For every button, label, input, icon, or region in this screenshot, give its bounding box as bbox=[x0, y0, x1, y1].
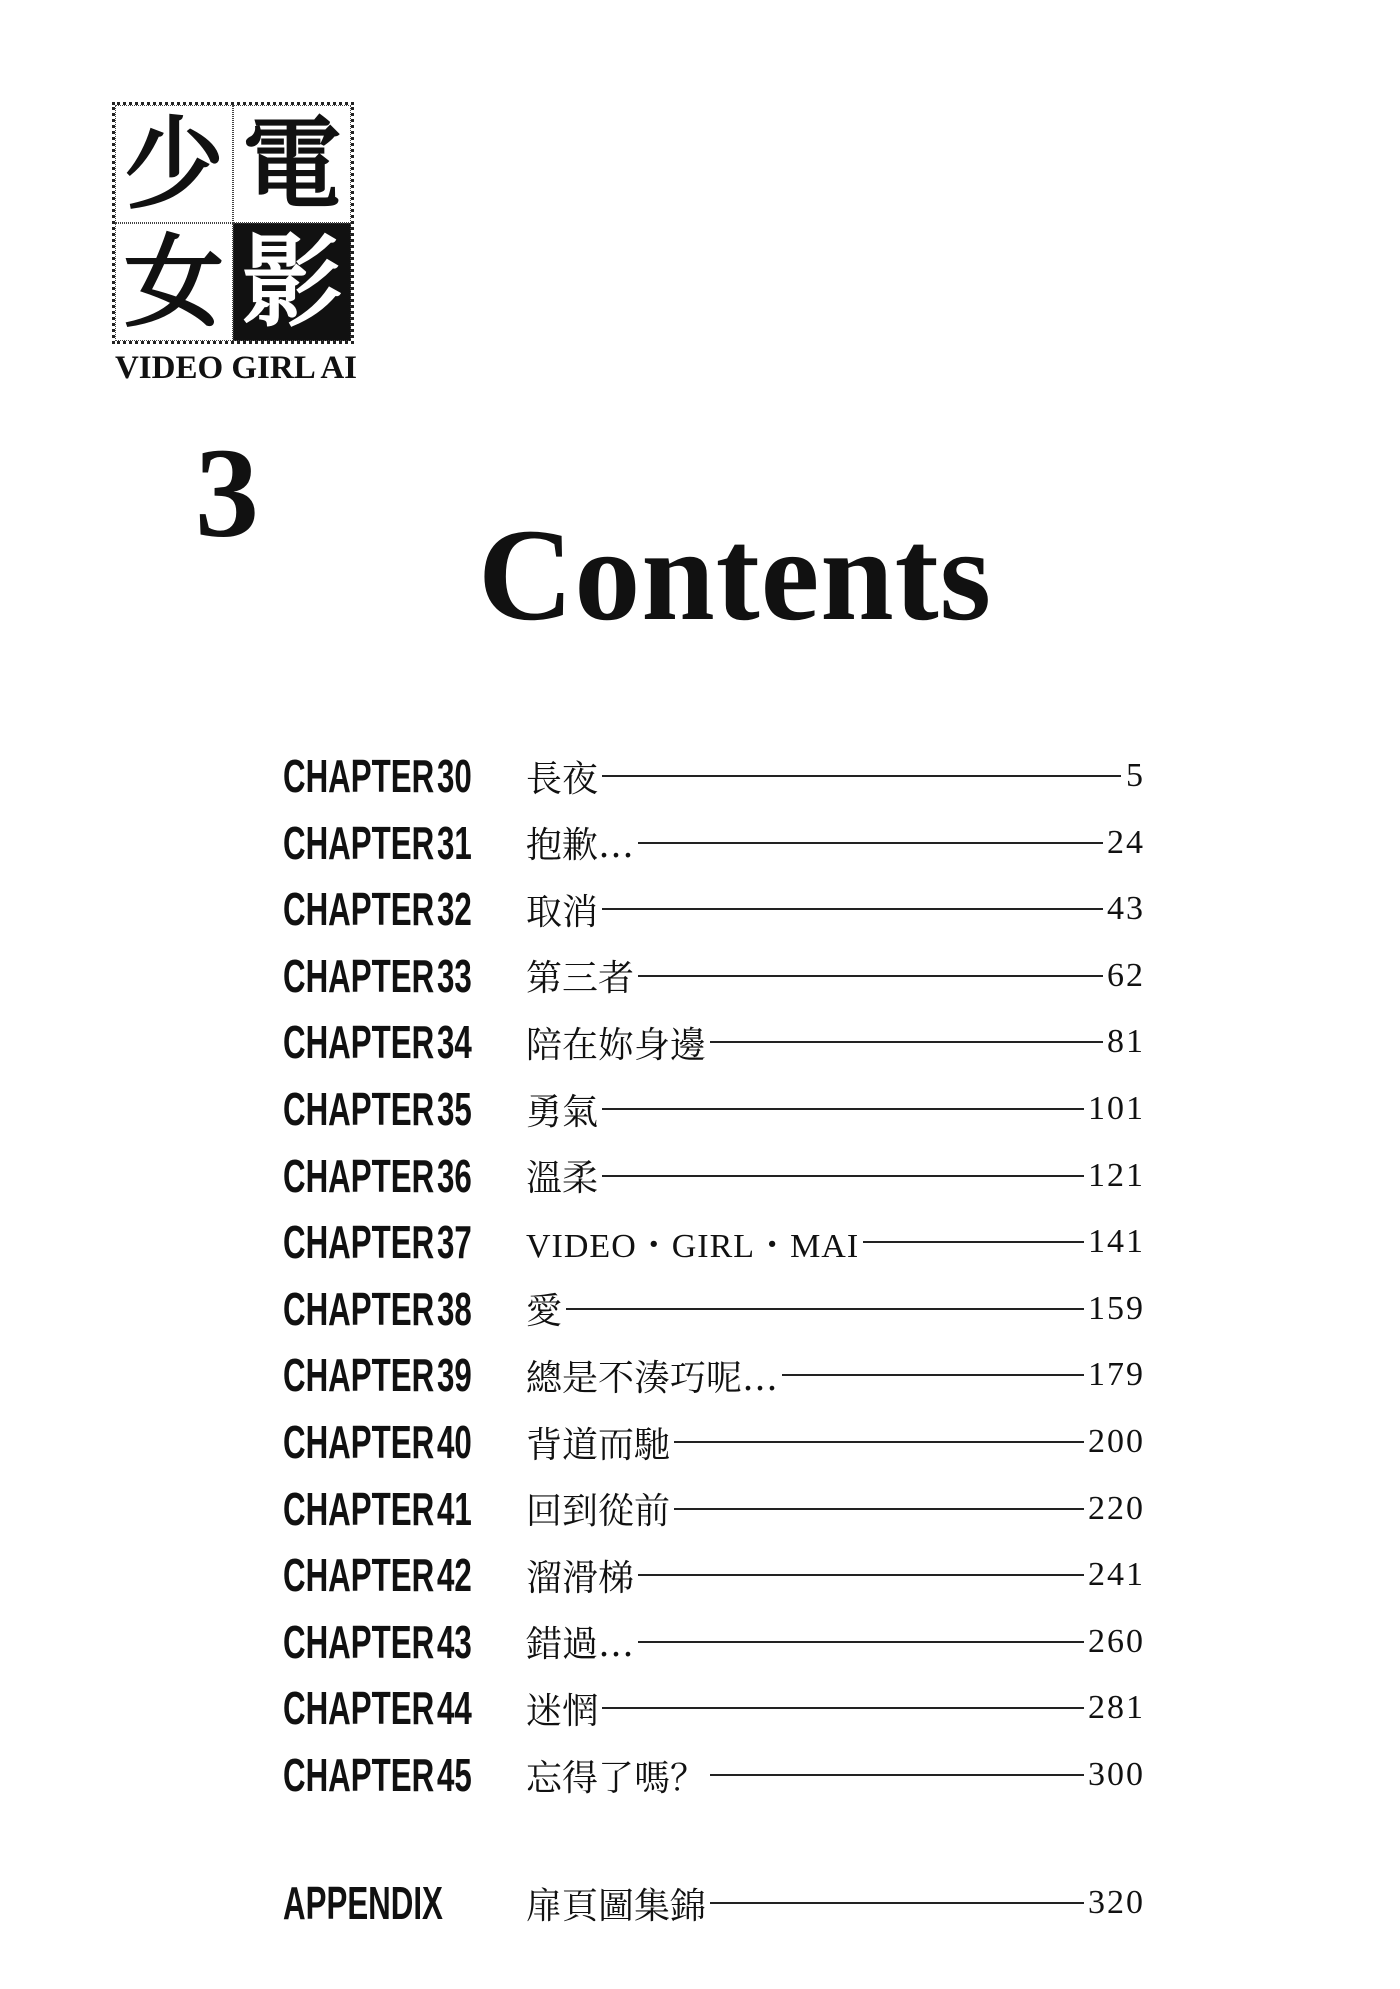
chapter-number: 40 bbox=[437, 1416, 472, 1468]
chapter-number: 36 bbox=[437, 1149, 472, 1202]
page-number: 281 bbox=[1088, 1689, 1145, 1727]
leader-line bbox=[674, 1508, 1084, 1510]
chapter-word: CHAPTER bbox=[283, 1083, 435, 1135]
chapter-number: 34 bbox=[437, 1016, 472, 1069]
volume-number: 3 bbox=[195, 422, 259, 564]
chapter-word: CHAPTER bbox=[283, 1416, 435, 1468]
logo-char: 少 bbox=[115, 105, 233, 223]
page-number: 241 bbox=[1088, 1556, 1145, 1594]
chapter-word: CHAPTER bbox=[283, 1682, 435, 1735]
toc-entry bbox=[283, 946, 1145, 1006]
chapter-title: 迷惘 bbox=[526, 1690, 599, 1732]
page-number: 200 bbox=[1088, 1423, 1145, 1460]
chapter-title: 長夜 bbox=[526, 758, 599, 800]
page-number: 43 bbox=[1107, 890, 1145, 928]
chapter-word: CHAPTER bbox=[283, 750, 435, 802]
leader-line bbox=[602, 1108, 1084, 1110]
chapter-label bbox=[283, 1681, 472, 1735]
chapter-word: CHAPTER bbox=[283, 1016, 435, 1069]
chapter-title: 溜滑梯 bbox=[526, 1557, 635, 1599]
chapter-title: 背道而馳 bbox=[526, 1424, 671, 1466]
logo-char: 女 bbox=[115, 223, 233, 341]
chapter-word: CHAPTER bbox=[283, 1216, 435, 1269]
chapter-label bbox=[283, 882, 472, 936]
toc-entry bbox=[283, 1479, 1145, 1539]
leader-line bbox=[782, 1374, 1084, 1376]
chapter-label bbox=[283, 1548, 472, 1602]
chapter-word: CHAPTER bbox=[283, 1149, 435, 1202]
leader-line bbox=[602, 1707, 1084, 1709]
chapter-title: 忘得了嗎？ bbox=[526, 1757, 707, 1799]
chapter-number: 45 bbox=[437, 1749, 472, 1801]
chapter-title: 錯過… bbox=[526, 1624, 635, 1666]
chapter-number: 41 bbox=[437, 1482, 472, 1535]
chapter-title: 抱歉… bbox=[526, 825, 635, 867]
chapter-label bbox=[283, 1082, 472, 1136]
page-number: 260 bbox=[1088, 1622, 1145, 1660]
leader-line bbox=[566, 1308, 1084, 1310]
chapter-label bbox=[283, 816, 472, 870]
toc-entry bbox=[283, 813, 1145, 873]
page-number: 101 bbox=[1088, 1090, 1145, 1127]
chapter-word: CHAPTER bbox=[283, 1615, 435, 1668]
page-title: Contents bbox=[478, 501, 993, 648]
chapter-title: 愛 bbox=[526, 1291, 563, 1333]
page-number: 320 bbox=[1088, 1884, 1145, 1921]
toc-entry bbox=[283, 1212, 1145, 1272]
chapter-number: 32 bbox=[437, 883, 472, 936]
chapter-number: 33 bbox=[437, 949, 472, 1002]
toc-entry bbox=[283, 1345, 1145, 1405]
chapter-label bbox=[283, 1348, 472, 1402]
chapter-number: 39 bbox=[437, 1349, 472, 1402]
logo-char: 電 bbox=[233, 105, 351, 223]
toc-entry bbox=[283, 1146, 1145, 1206]
page-number: 141 bbox=[1088, 1223, 1145, 1261]
chapter-title: 第三者 bbox=[526, 958, 635, 1000]
chapter-word: CHAPTER bbox=[283, 949, 435, 1002]
leader-line bbox=[674, 1441, 1084, 1443]
chapter-label bbox=[283, 749, 472, 803]
chapter-label bbox=[283, 1015, 472, 1069]
leader-line bbox=[710, 1902, 1084, 1904]
chapter-word: CHAPTER bbox=[283, 1482, 435, 1535]
chapter-word: CHAPTER bbox=[283, 816, 435, 869]
chapter-number: 42 bbox=[437, 1549, 472, 1602]
leader-line bbox=[602, 908, 1103, 910]
chapter-label bbox=[283, 1149, 472, 1203]
chapter-label bbox=[283, 1748, 472, 1802]
chapter-label bbox=[283, 1876, 443, 1930]
leader-line bbox=[602, 1175, 1084, 1177]
chapter-title: 溫柔 bbox=[526, 1158, 599, 1200]
toc-entry bbox=[283, 1745, 1145, 1805]
chapter-word: CHAPTER bbox=[283, 1549, 435, 1602]
chapter-title: 陪在妳身邊 bbox=[526, 1024, 707, 1066]
chapter-title: 總是不湊巧呢… bbox=[526, 1357, 779, 1399]
chapter-label bbox=[283, 1215, 472, 1269]
leader-line bbox=[710, 1041, 1103, 1043]
page-number: 220 bbox=[1088, 1489, 1145, 1527]
leader-line bbox=[638, 975, 1103, 977]
chapter-label bbox=[283, 1482, 472, 1536]
chapter-number: 38 bbox=[437, 1282, 472, 1335]
page-number: 121 bbox=[1088, 1156, 1145, 1194]
chapter-word: CHAPTER bbox=[283, 1749, 435, 1801]
chapter-number: 44 bbox=[437, 1682, 472, 1735]
page-number: 24 bbox=[1107, 823, 1145, 861]
chapter-label bbox=[283, 949, 472, 1003]
page-number: 62 bbox=[1107, 956, 1145, 994]
leader-line bbox=[602, 775, 1121, 777]
page-number: 81 bbox=[1107, 1023, 1145, 1061]
chapter-title: VIDEO・GIRL・MAI bbox=[526, 1227, 860, 1265]
chapter-number: 31 bbox=[437, 816, 472, 869]
toc-entry bbox=[283, 1012, 1145, 1072]
toc-entry bbox=[283, 1612, 1145, 1672]
page-number: 159 bbox=[1088, 1289, 1145, 1327]
chapter-word: APPENDIX bbox=[283, 1877, 443, 1929]
chapter-title: 回到從前 bbox=[526, 1491, 671, 1533]
toc-entry bbox=[283, 1279, 1145, 1339]
chapter-word: CHAPTER bbox=[283, 1282, 435, 1335]
chapter-number: 30 bbox=[437, 750, 472, 802]
chapter-word: CHAPTER bbox=[283, 883, 435, 936]
leader-line bbox=[710, 1774, 1084, 1776]
toc-entry bbox=[283, 1412, 1145, 1472]
chapter-label bbox=[283, 1415, 472, 1469]
chapter-number: 37 bbox=[437, 1216, 472, 1269]
toc-entry bbox=[283, 1079, 1145, 1139]
chapter-number: 35 bbox=[437, 1083, 472, 1135]
toc-entry bbox=[283, 879, 1145, 939]
page-number: 5 bbox=[1126, 757, 1145, 794]
chapter-word: CHAPTER bbox=[283, 1349, 435, 1402]
chapter-label bbox=[283, 1282, 472, 1336]
leader-line bbox=[863, 1241, 1084, 1243]
leader-line bbox=[638, 842, 1103, 844]
toc-entry bbox=[283, 1873, 1145, 1933]
page-number: 179 bbox=[1088, 1356, 1145, 1394]
logo-char: 影 bbox=[233, 223, 351, 341]
series-logo bbox=[112, 102, 354, 344]
logo-english-title: VIDEO GIRL AI bbox=[114, 350, 358, 386]
toc-entry bbox=[283, 746, 1145, 806]
chapter-title: 扉頁圖集錦 bbox=[526, 1885, 707, 1927]
leader-line bbox=[638, 1641, 1084, 1643]
toc-entry bbox=[283, 1678, 1145, 1738]
leader-line bbox=[638, 1574, 1084, 1576]
chapter-title: 勇氣 bbox=[526, 1091, 599, 1133]
chapter-title: 取消 bbox=[526, 891, 599, 933]
chapter-number: 43 bbox=[437, 1615, 472, 1668]
chapter-label bbox=[283, 1615, 472, 1669]
page-number: 300 bbox=[1088, 1756, 1145, 1793]
toc-entry bbox=[283, 1545, 1145, 1605]
